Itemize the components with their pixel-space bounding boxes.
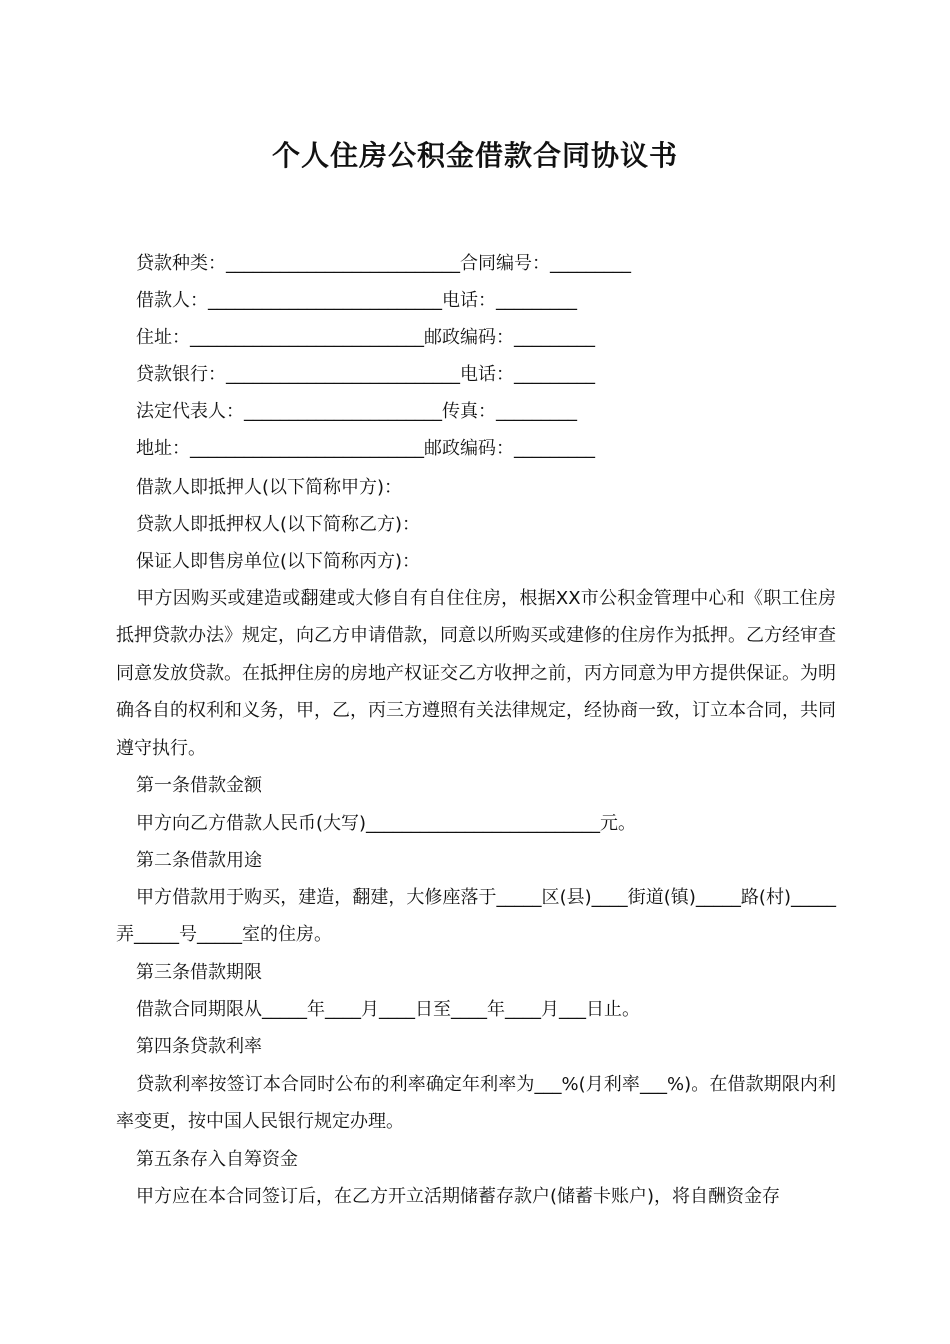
party-b-line: 贷款人即抵押权人(以下简称乙方)：: [136, 514, 421, 535]
intro-paragraph: [116, 580, 836, 767]
article-4-paragraph: [116, 1066, 836, 1141]
party-a-line: 借款人即抵押人(以下简称甲方)：: [136, 477, 403, 498]
article-3-text: 借款合同期限从_____年____月____日至____年____月___日止。: [136, 999, 640, 1020]
article-2-text: 甲方借款用于购买，建造，翻建，大修座落于_____区(县)____街道(镇)_____路(村)_____弄_____号_____室的住房。: [116, 887, 836, 946]
party-c-line: 保证人即售房单位(以下简称丙方)：: [136, 551, 421, 572]
article-2-heading: 第二条借款用途: [136, 850, 262, 871]
article-1-text: 甲方向乙方借款人民币(大写)__________________________元。: [136, 813, 637, 834]
field-legal-rep-fax: 法定代表人：______________________传真：_________: [136, 401, 577, 422]
article-1-heading: 第一条借款金额: [136, 775, 262, 796]
article-4-text: 贷款利率按签订本合同时公布的利率确定年利率为___%(月利率___%)。在借款期限内利率变更，按中国人民银行规定办理。: [116, 1074, 836, 1133]
field-bank-phone: 贷款银行：__________________________电话：_________: [136, 364, 595, 385]
article-5-heading: 第五条存入自筹资金: [136, 1149, 298, 1170]
article-2-paragraph: [116, 879, 836, 954]
article-4-heading: 第四条贷款利率: [136, 1036, 262, 1057]
document-title: 个人住房公积金借款合同协议书: [271, 139, 678, 172]
intro-text: 甲方因购买或建造或翻建或大修自有自住住房，根据XX市公积金管理中心和《职工住房抵押贷款办法》规定，向乙方申请借款，同意以所购买或建修的住房作为抵押。乙方经审查同意发放贷款。在抵押住房的房地产权证交乙方收押之前，丙方同意为甲方提供保证。为明确各自的权利和义务，甲，乙，丙三方遵照有关法律规定，经协商一致，订立本合同，共同遵守执行。: [116, 588, 836, 759]
field-loan-type-contract-no: 贷款种类：__________________________合同编号：_________: [136, 253, 631, 274]
article-5-paragraph: [116, 1178, 836, 1215]
field-bank-address-postcode: 地址：__________________________邮政编码：_________: [136, 438, 595, 459]
article-5-text: 甲方应在本合同签订后，在乙方开立活期储蓄存款户(储蓄卡账户)，将自酬资金存: [136, 1186, 781, 1207]
field-borrower-phone: 借款人：__________________________电话：_________: [136, 290, 577, 311]
field-address-postcode: 住址：__________________________邮政编码：_________: [136, 327, 595, 348]
article-3-heading: 第三条借款期限: [136, 962, 262, 983]
